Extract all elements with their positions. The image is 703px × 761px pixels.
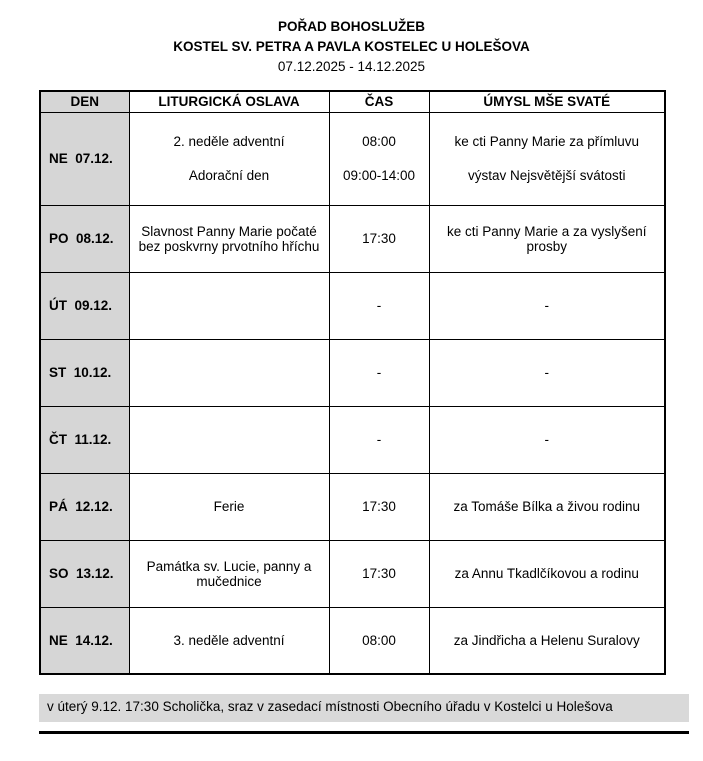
intention-cell: - — [429, 406, 665, 473]
time-cell — [329, 112, 429, 205]
time-cell: - — [329, 272, 429, 339]
table-row — [40, 473, 665, 540]
intention-cell: za Tomáše Bílka a živou rodinu — [429, 473, 665, 540]
time-cell: 17:30 — [329, 540, 429, 607]
day-cell: NE 14.12. — [40, 607, 129, 674]
table-row — [40, 272, 665, 339]
intention-cell — [429, 112, 665, 205]
intention-cell: - — [429, 339, 665, 406]
intention-line: výstav Nejsvětější svátosti — [467, 168, 626, 184]
liturgy-cell — [129, 112, 329, 205]
column-header-liturgy: LITURGICKÁ OSLAVA — [129, 91, 329, 112]
liturgy-cell — [129, 406, 329, 473]
day-cell: PO 08.12. — [40, 205, 129, 272]
day-cell: SO 13.12. — [40, 540, 129, 607]
document-header — [0, 0, 703, 77]
bottom-rule — [39, 731, 689, 734]
liturgy-cell — [129, 272, 329, 339]
table-row — [40, 607, 665, 674]
footer-note: v úterý 9.12. 17:30 Scholička, sraz v zasedací místnosti Obecního úřadu v Kostelci u Holešova — [39, 694, 689, 722]
day-cell: ST 10.12. — [40, 339, 129, 406]
time-cell: 08:00 — [329, 607, 429, 674]
page-subtitle: KOSTEL SV. PETRA A PAVLA KOSTELEC U HOLEŠOVA — [173, 39, 530, 54]
liturgy-cell — [129, 339, 329, 406]
header-row — [40, 91, 665, 112]
intention-cell: ke cti Panny Marie a za vyslyšení prosby — [429, 205, 665, 272]
page-title: POŘAD BOHOSLUŽEB — [277, 19, 425, 34]
day-cell: ÚT 09.12. — [40, 272, 129, 339]
column-header-time: ČAS — [329, 91, 429, 112]
day-cell: NE 07.12. — [40, 112, 129, 205]
intention-cell: - — [429, 272, 665, 339]
date-range: 07.12.2025 - 14.12.2025 — [277, 59, 426, 74]
time-cell: - — [329, 406, 429, 473]
time-line: 09:00-14:00 — [342, 168, 416, 184]
liturgy-cell: Ferie — [129, 473, 329, 540]
table-row — [40, 406, 665, 473]
intention-line: ke cti Panny Marie za přímluvu — [454, 133, 640, 149]
day-cell: PÁ 12.12. — [40, 473, 129, 540]
column-header-intention: ÚMYSL MŠE SVATÉ — [429, 91, 665, 112]
time-cell: - — [329, 339, 429, 406]
column-header-den: DEN — [40, 91, 129, 112]
schedule-table — [39, 90, 666, 675]
liturgy-cell: 3. neděle adventní — [129, 607, 329, 674]
day-cell: ČT 11.12. — [40, 406, 129, 473]
table-row — [40, 540, 665, 607]
table-row — [40, 205, 665, 272]
table-row — [40, 339, 665, 406]
time-line: 08:00 — [362, 133, 396, 149]
time-cell: 17:30 — [329, 205, 429, 272]
intention-cell: za Annu Tkadlčíkovou a rodinu — [429, 540, 665, 607]
liturgy-line: Adorační den — [188, 168, 270, 184]
time-cell: 17:30 — [329, 473, 429, 540]
table-row — [40, 112, 665, 205]
intention-cell: za Jindřicha a Helenu Suralovy — [429, 607, 665, 674]
liturgy-line: 2. neděle adventní — [173, 133, 285, 149]
liturgy-cell: Památka sv. Lucie, panny a mučednice — [129, 540, 329, 607]
liturgy-cell: Slavnost Panny Marie počaté bez poskvrny prvotního hříchu — [129, 205, 329, 272]
